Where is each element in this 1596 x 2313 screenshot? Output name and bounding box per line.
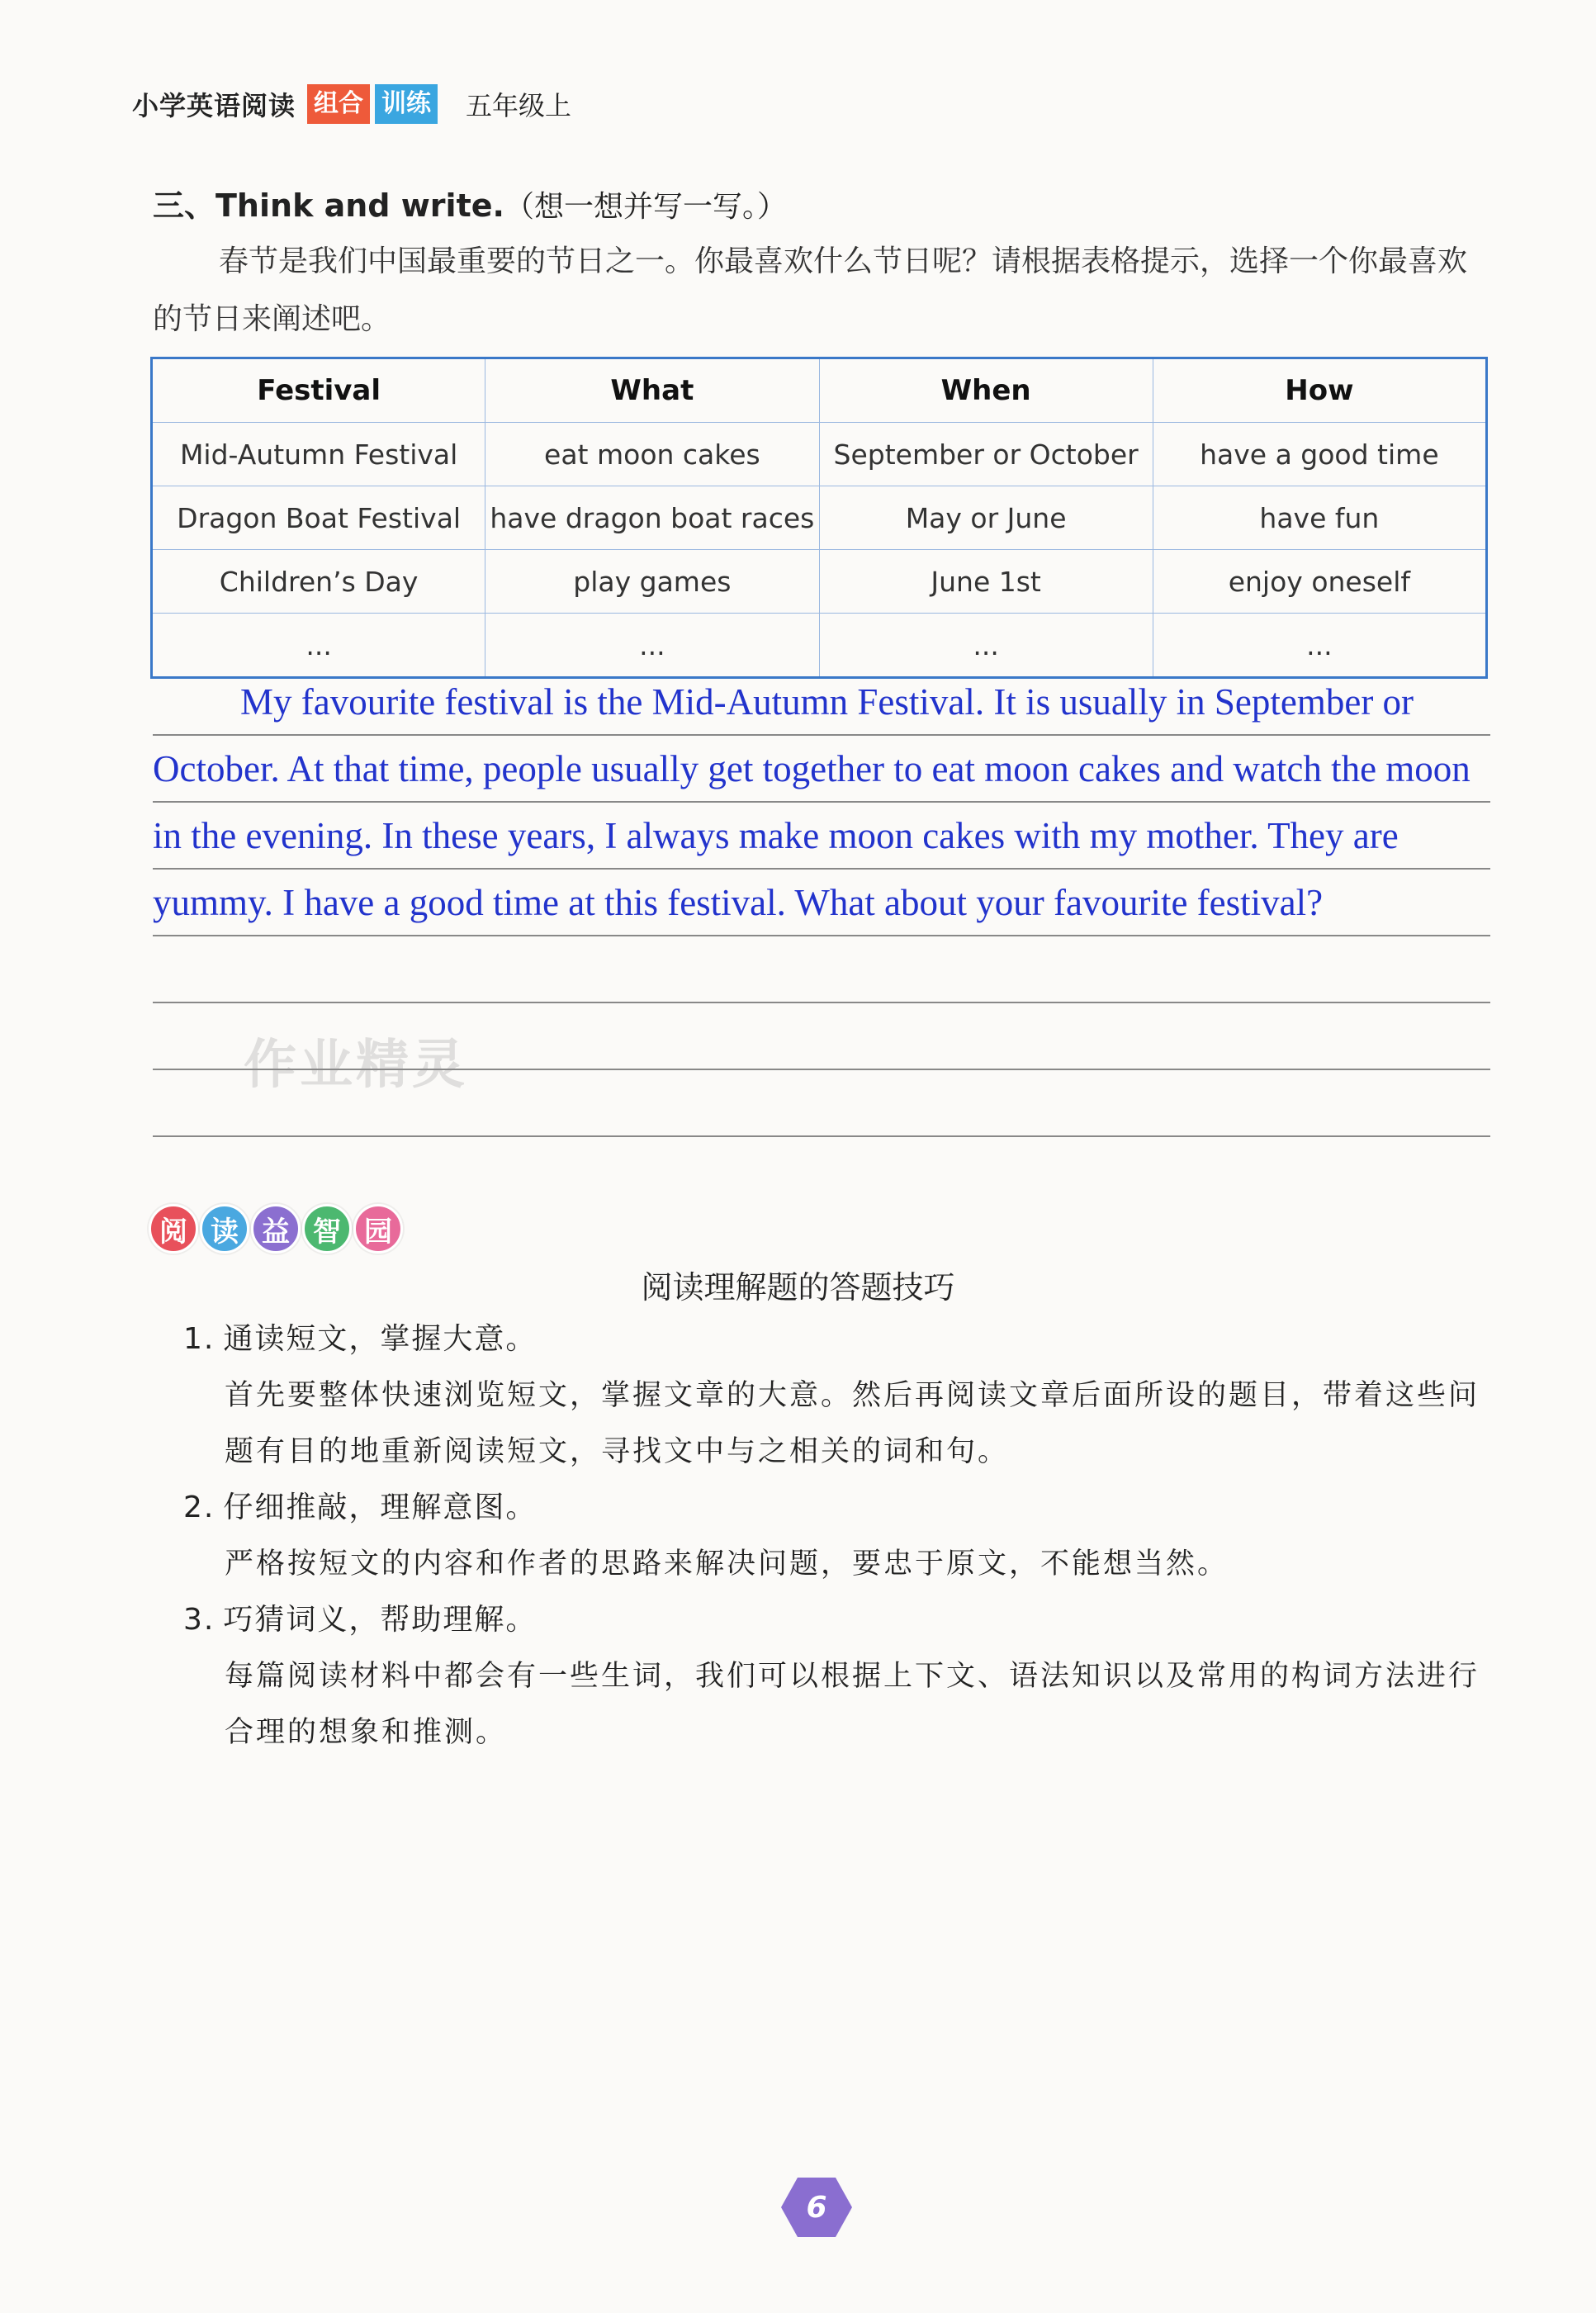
table-cell: play games: [485, 550, 819, 614]
section-title-en: Think and write.: [215, 187, 504, 224]
page-number: 6: [806, 2191, 827, 2225]
table-cell: have dragon boat races: [485, 486, 819, 550]
tip-heading: 1. 通读短文，掌握大意。: [183, 1322, 538, 1356]
tip-heading: 2. 仔细推敲，理解意图。: [183, 1491, 538, 1524]
table-cell: June 1st: [819, 550, 1153, 614]
table-cell: Mid-Autumn Festival: [152, 423, 485, 486]
answer-line: in the evening. In these years, I always make moon cakes with my mother. They are: [153, 803, 1490, 870]
badge-char: 益: [251, 1204, 301, 1254]
table-row: [152, 614, 1487, 678]
table-row: [152, 486, 1487, 550]
tip-heading: 3. 巧猜词义，帮助理解。: [183, 1603, 538, 1637]
tip-body: 严格按短文的内容和作者的思路来解决问题，要忠于原文，不能想当然。: [225, 1548, 1229, 1581]
festival-table: [150, 357, 1488, 679]
header: [132, 83, 571, 126]
badge-char: 智: [302, 1204, 352, 1254]
header-what: What: [485, 358, 819, 423]
section-title: [153, 180, 787, 225]
answer-line: yummy. I have a good time at this festival. What about your favourite festival?: [153, 870, 1490, 936]
answer-line: My favourite festival is the Mid-Autumn Festival. It is usually in September or: [153, 669, 1490, 736]
table-cell: have a good time: [1153, 423, 1486, 486]
section-title-cn: （想一想并写一写。）: [504, 190, 787, 224]
table-cell: have fun: [1153, 486, 1486, 550]
table-cell: May or June: [819, 486, 1153, 550]
section-number: 三、: [153, 187, 216, 224]
header-when: When: [819, 358, 1153, 423]
answer-line: October. At that time, people usually get together to eat moon cakes and watch the moon: [153, 736, 1490, 803]
header-how: How: [1153, 358, 1486, 423]
tip-body: 每篇阅读材料中都会有一些生词，我们可以根据上下文、语法知识以及常用的构词方法进行合理的想象和推测。: [225, 1660, 1480, 1749]
table-cell: ...: [819, 614, 1153, 678]
table-cell: September or October: [819, 423, 1153, 486]
table-row: [152, 550, 1487, 614]
table-cell: Dragon Boat Festival: [152, 486, 485, 550]
tag-combo: 组合: [307, 84, 370, 124]
page-number-badge: [779, 2174, 854, 2240]
section-intro: 春节是我们中国最重要的节日之一。你最喜欢什么节日呢？请根据表格提示，选择一个你最喜欢的节日来阐述吧。: [153, 244, 1468, 336]
watermark: 作业精灵: [244, 1035, 468, 1096]
tips-list: [183, 1311, 1504, 1761]
table-cell: ...: [485, 614, 819, 678]
reading-corner-badge: [149, 1204, 405, 1254]
grade-label: 五年级上: [466, 90, 572, 121]
table-row: [152, 423, 1487, 486]
badge-char: 园: [353, 1204, 403, 1254]
table-header-row: [152, 358, 1487, 423]
answer-line-blank: [153, 936, 1490, 1003]
table-cell: Children’s Day: [152, 550, 485, 614]
tips-title: 阅读理解题的答题技巧: [641, 1269, 955, 1306]
table-cell: ...: [152, 614, 485, 678]
badge-char: 读: [200, 1204, 249, 1254]
table-cell: eat moon cakes: [485, 423, 819, 486]
badge-char: 阅: [149, 1204, 198, 1254]
tip-body: 首先要整体快速浏览短文，掌握文章的大意。然后再阅读文章后面所设的题目，带着这些问题有目的地重新阅读短文，寻找文中与之相关的词和句。: [225, 1379, 1480, 1468]
tag-training: 训练: [375, 84, 438, 124]
table-cell: ...: [1153, 614, 1486, 678]
book-title: 小学英语阅读: [132, 90, 296, 121]
table-cell: enjoy oneself: [1153, 550, 1486, 614]
header-festival: Festival: [152, 358, 485, 423]
